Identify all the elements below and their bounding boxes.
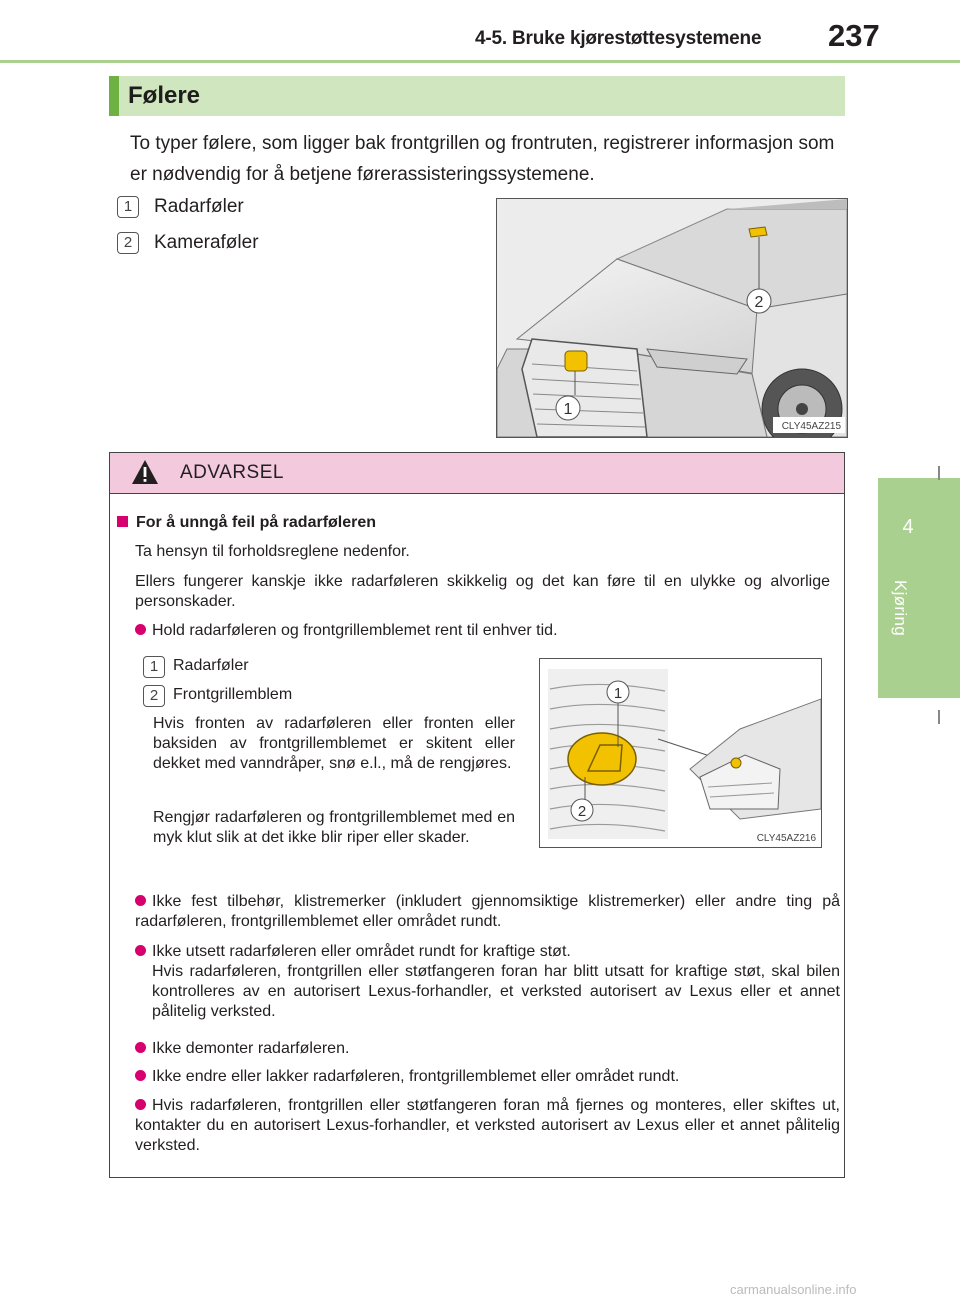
callout-number-badge: 2 [117, 232, 139, 254]
legend-label-camera: Kameraføler [154, 232, 259, 253]
camera-sensor-marker [749, 227, 767, 237]
warning-subheading: For å unngå feil på radarføleren [136, 514, 377, 531]
bullet-impact-detail: Hvis radarføleren, frontgrillen eller støtfangeren foran har blitt utsatt for kraftige støt, skal bilen kontrolleres av en autorisert Lexus-forhandler, et verksted autorisert av Lexus eller et annet pålitelig verksted. [152, 963, 840, 1020]
legend-item-1 [117, 196, 139, 218]
warning-legend-2 [143, 685, 165, 707]
round-bullet-icon [135, 1042, 146, 1053]
running-header: 4-5. Bruke kjørestøttesystemene [475, 28, 762, 49]
warning-triangle-icon [130, 458, 160, 486]
warning-legend-radar: Radarføler [173, 657, 249, 674]
crop-tick [938, 466, 940, 480]
bullet-text: Ikke endre eller lakker radarføleren, frontgrillemblemet eller området rundt. [152, 1068, 680, 1085]
car-sensor-figure [496, 198, 848, 438]
figure-code: CLY45AZ216 [756, 833, 816, 844]
car-front-illustration [497, 199, 847, 437]
bullet-text: Ikke utsett radarføleren eller området rundt for kraftige støt. [152, 943, 571, 960]
round-bullet-icon [135, 1070, 146, 1081]
figure-code: CLY45AZ215 [781, 421, 841, 432]
crop-tick [938, 710, 940, 724]
bullet-no-impact [135, 942, 840, 962]
round-bullet-icon [135, 1099, 146, 1110]
warning-legend-emblem: Frontgrillemblem [173, 686, 293, 703]
figure-callout-2: 2 [754, 294, 764, 311]
bullet-keep-clean [135, 621, 840, 641]
callout-number-badge: 1 [143, 656, 165, 678]
page-number: 237 [828, 18, 880, 53]
chapter-number: 4 [902, 516, 914, 538]
bullet-text: Hvis radarføleren, frontgrillen eller støtfangeren foran må fjernes og monteres, eller skiftes ut, kontakter du en autorisert Lexus-forhandler, et verksted autorisert av Lexus eller et annet pålitelig verksted. [135, 1097, 840, 1154]
chapter-label: Kjøring [891, 580, 910, 636]
bullet-text: Hold radarføleren og frontgrillemblemet rent til enhver tid. [152, 622, 558, 639]
section-title: Følere [128, 82, 201, 109]
emblem-sensor-figure [539, 658, 822, 848]
header-rule [0, 60, 960, 63]
warning-title: ADVARSEL [180, 462, 284, 483]
round-bullet-icon [135, 624, 146, 635]
square-bullet-icon [117, 516, 128, 527]
callout-number-badge: 2 [143, 685, 165, 707]
emblem-marker [568, 733, 636, 785]
figure-callout-1: 1 [613, 685, 623, 702]
legend-item-2 [117, 232, 139, 254]
section-intro: To typer følere, som ligger bak frontgrillen og frontruten, registrerer informasjon som er nødvendig for å betjene førerassisteringssystemene. [130, 133, 835, 185]
watermark: carmanualsonline.info [730, 1282, 857, 1297]
grille-emblem-illustration [540, 659, 821, 847]
bullet-no-disassemble [135, 1039, 840, 1059]
callout-number-badge: 1 [117, 196, 139, 218]
cleaning-note-1: Hvis fronten av radarføleren eller fronten eller baksiden av frontgrillemblemet er skitent eller dekket med vanndråper, snø e.l., må de rengjøres. [153, 715, 515, 772]
figure-callout-2: 2 [577, 803, 587, 820]
round-bullet-icon [135, 895, 146, 906]
warning-para-1: Ta hensyn til forholdsreglene nedenfor. [135, 543, 410, 560]
cleaning-note-2: Rengjør radarføleren og frontgrillemblemet med en myk klut slik at det ikke blir riper eller skader. [153, 809, 515, 846]
bullet-text: Ikke fest tilbehør, klistremerker (inkludert gjennomsiktige klistremerker) eller andre ting på radarføleren, frontgrillemblemet eller området rundt. [135, 893, 840, 930]
radar-sensor-marker [565, 351, 587, 371]
warning-para-2: Ellers fungerer kanskje ikke radarføleren skikkelig og det kan føre til en ulykke og alvorlige personskader. [135, 573, 830, 610]
section-heading-bar [109, 76, 119, 116]
figure-callout-1: 1 [563, 401, 573, 418]
warning-legend-1 [143, 656, 165, 678]
bullet-no-modify [135, 1067, 840, 1087]
bullet-no-accessories [135, 892, 840, 932]
warning-subheading-row [117, 513, 817, 533]
round-bullet-icon [135, 945, 146, 956]
legend-label-radar: Radarføler [154, 196, 244, 217]
bullet-text: Ikke demonter radarføleren. [152, 1040, 350, 1057]
bullet-removal-service [135, 1096, 840, 1156]
section-heading-band [109, 76, 845, 116]
